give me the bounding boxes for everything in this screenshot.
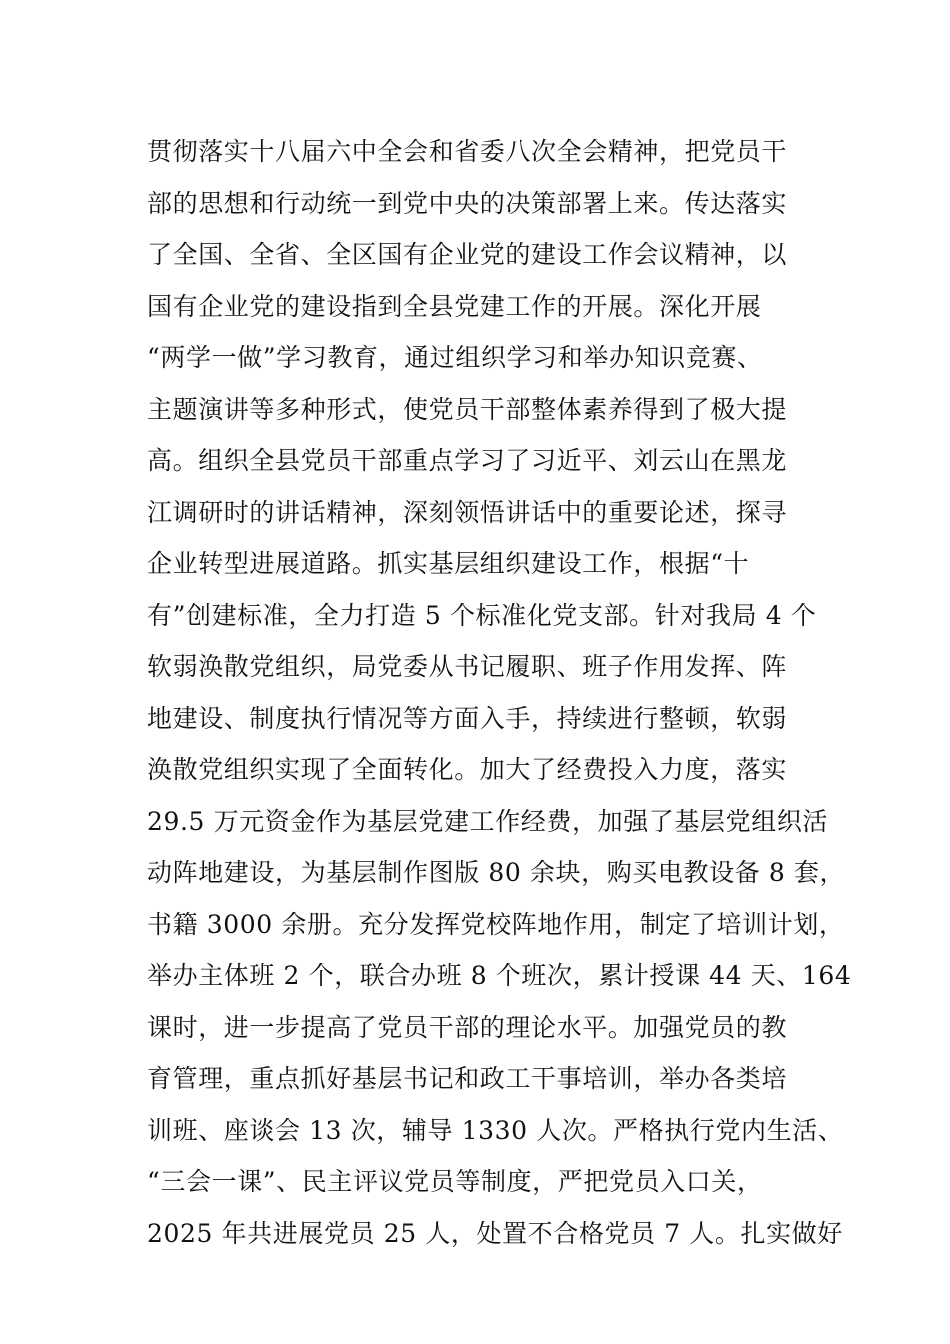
text-line-16: 书籍 3000 余册。充分发挥党校阵地作用，制定了培训计划， bbox=[147, 909, 845, 939]
text-line-13: 涣散党组织实现了全面转化。加大了经费投入力度，落实 bbox=[147, 755, 788, 784]
text-line-5: “两学一做”学习教育，通过组织学习和举办知识竞赛、 bbox=[147, 343, 763, 372]
text-line-9: 企业转型进展道路。抓实基层组织建设工作，根据“十 bbox=[147, 549, 750, 578]
text-line-17: 举办主体班 2 个，联合办班 8 个班次，累计授课 44 天、164 bbox=[147, 961, 852, 990]
text-line-12: 地建设、制度执行情况等方面入手，持续进行整顿，软弱 bbox=[147, 703, 788, 733]
text-line-21: “三会一课”、民主评议党员等制度，严把党员入口关， bbox=[147, 1167, 763, 1196]
text-line-18: 课时，进一步提高了党员干部的理论水平。加强党员的教 bbox=[147, 1012, 788, 1042]
text-line-7: 高。组织全县党员干部重点学习了习近平、刘云山在黑龙 bbox=[147, 446, 788, 475]
text-line-2: 部的思想和行动统一到党中央的决策部署上来。传达落实 bbox=[147, 188, 788, 218]
text-line-1: 贯彻落实十八届六中全会和省委八次全会精神，把党员干 bbox=[147, 137, 788, 166]
text-line-6: 主题演讲等多种形式，使党员干部整体素养得到了极大提 bbox=[147, 394, 788, 424]
text-line-20: 训班、座谈会 13 次，辅导 1330 人次。严格执行党内生活、 bbox=[147, 1115, 844, 1145]
text-line-15: 动阵地建设，为基层制作图版 80 余块，购买电教设备 8 套， bbox=[147, 858, 846, 887]
text-line-10: 有”创建标准，全力打造 5 个标准化党支部。针对我局 4 个 bbox=[147, 600, 817, 630]
text-line-19: 育管理，重点抓好基层书记和政工干事培训，举办各类培 bbox=[147, 1064, 788, 1093]
body-paragraph bbox=[147, 126, 852, 1259]
text-line-11: 软弱涣散党组织，局党委从书记履职、班子作用发挥、阵 bbox=[147, 652, 788, 681]
text-line-22: 2025 年共进展党员 25 人，处置不合格党员 7 人。扎实做好 bbox=[147, 1218, 843, 1248]
text-line-14: 29.5 万元资金作为基层党建工作经费，加强了基层党组织活 bbox=[147, 806, 829, 836]
text-line-3: 了全国、全省、全区国有企业党的建设工作会议精神，以 bbox=[147, 240, 788, 269]
text-line-8: 江调研时的讲话精神，深刻领悟讲话中的重要论述，探寻 bbox=[147, 497, 788, 527]
text-line-4: 国有企业党的建设指到全县党建工作的开展。深化开展 bbox=[147, 291, 762, 321]
